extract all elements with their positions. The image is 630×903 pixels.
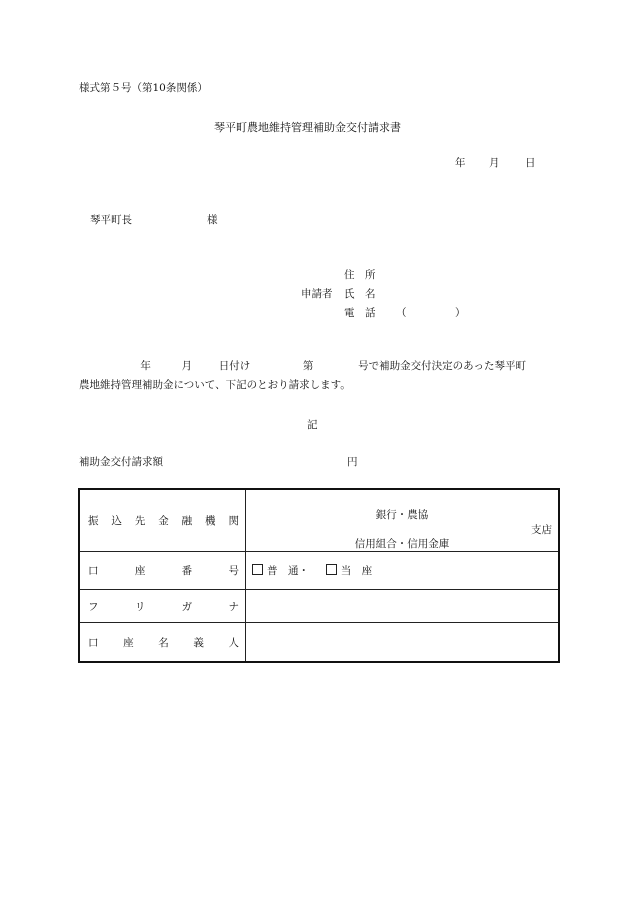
table-row bbox=[79, 590, 559, 623]
addressee-name: 琴平町長 bbox=[90, 214, 132, 226]
body-year: 年 bbox=[140, 360, 151, 372]
bank-type-2: 信用組合・信用金庫 bbox=[354, 538, 450, 550]
branch-label: 支店 bbox=[531, 524, 552, 536]
date-day: 日 bbox=[525, 157, 536, 169]
table-row bbox=[79, 552, 559, 590]
form-number: 様式第５号（第10条関係） bbox=[79, 82, 208, 94]
applicant-phone-label: 電 話 bbox=[344, 307, 376, 319]
bank-label-cell: 振 込 先 金 融 機 関 bbox=[79, 489, 246, 552]
date-year: 年 bbox=[455, 157, 466, 169]
bank-value-cell[interactable] bbox=[246, 489, 560, 552]
bank-type-1: 銀行・農協 bbox=[375, 509, 429, 521]
ordinary-label: 普 通・ bbox=[267, 565, 309, 577]
table-row bbox=[79, 489, 559, 552]
body-month: 月 bbox=[181, 360, 193, 372]
applicant-name-label: 氏 名 bbox=[344, 288, 376, 300]
body-rest: 号で補助金交付決定のあった琴平町 bbox=[358, 360, 526, 372]
account-number-cell[interactable] bbox=[246, 552, 560, 590]
holder-label-cell: 口 座 名 義 人 bbox=[79, 623, 246, 663]
request-paragraph bbox=[79, 357, 559, 395]
addressee-honorific: 様 bbox=[207, 214, 218, 226]
current-checkbox[interactable] bbox=[326, 564, 337, 575]
amount-label: 補助金交付請求額 bbox=[79, 456, 163, 468]
applicant-label: 申請者 bbox=[301, 288, 333, 300]
ki-heading: 記 bbox=[307, 419, 318, 431]
body-dated: 日付け bbox=[218, 360, 251, 372]
body-dai: 第 bbox=[302, 360, 314, 372]
applicant-address-label: 住 所 bbox=[344, 269, 376, 281]
current-label: 当 座 bbox=[340, 565, 373, 577]
date-month: 月 bbox=[489, 157, 500, 169]
phone-paren-close: ） bbox=[455, 307, 466, 319]
document-title: 琴平町農地維持管理補助金交付請求書 bbox=[214, 121, 401, 134]
amount-unit: 円 bbox=[347, 456, 358, 468]
holder-cell[interactable] bbox=[246, 623, 560, 663]
body-line-2: 農地維持管理補助金について、下記のとおり請求します。 bbox=[79, 379, 351, 391]
ordinary-checkbox[interactable] bbox=[252, 564, 263, 575]
phone-paren-open: （ bbox=[396, 307, 407, 319]
furigana-label-cell: フ リ ガ ナ bbox=[79, 590, 246, 623]
furigana-cell[interactable] bbox=[246, 590, 560, 623]
account-number-label-cell: 口 座 番 号 bbox=[79, 552, 246, 590]
table-row bbox=[79, 623, 559, 663]
bank-info-table bbox=[78, 488, 560, 663]
